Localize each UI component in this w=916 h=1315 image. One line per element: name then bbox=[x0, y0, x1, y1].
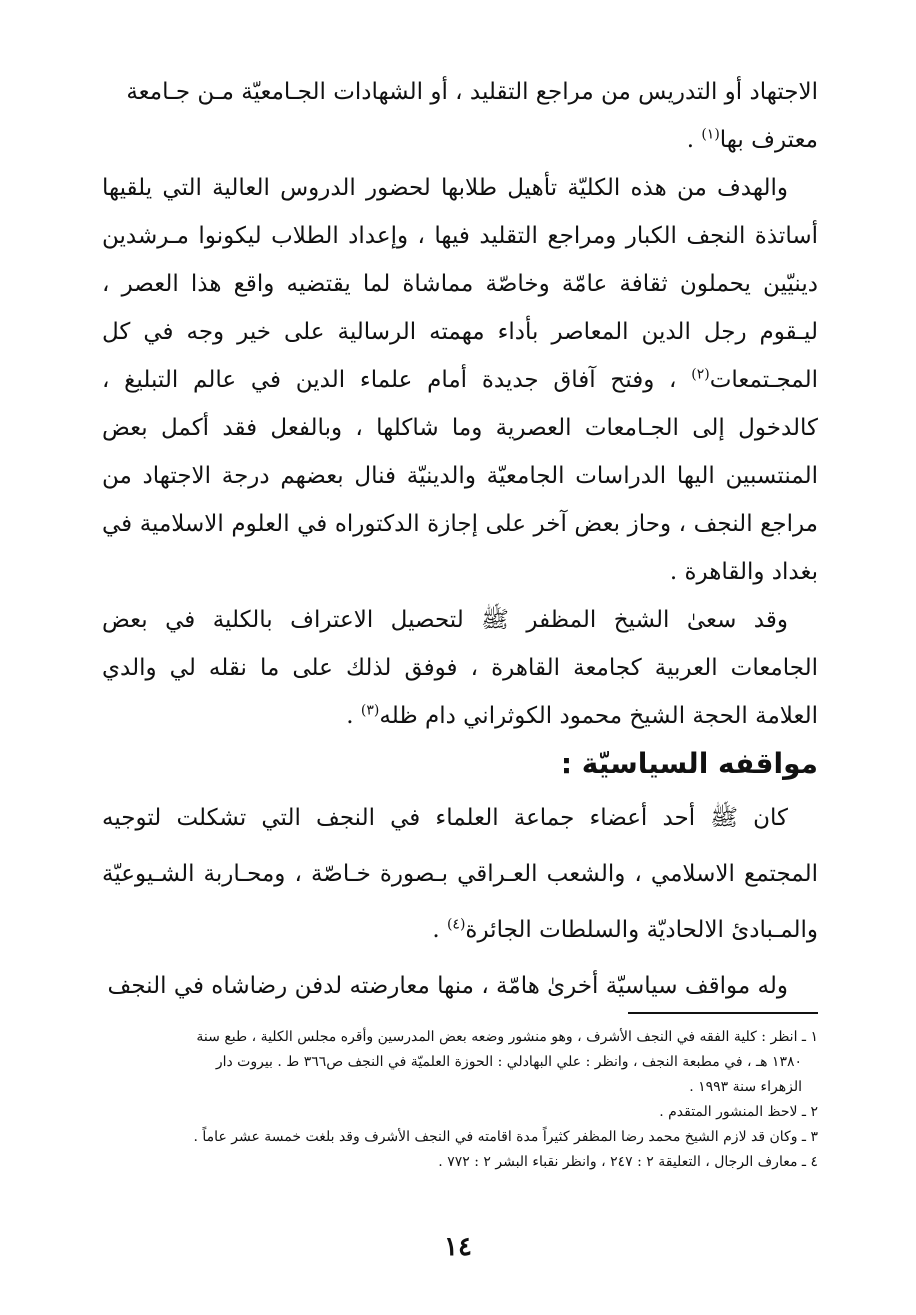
footnote-divider bbox=[628, 1012, 818, 1014]
footnote-4: ٤ ـ معارف الرجال ، التعليقة ٢ : ٢٤٧ ، وانظر نقباء البشر ٢ : ٧٧٢ . bbox=[438, 1154, 818, 1170]
paragraph-1 bbox=[102, 68, 818, 164]
paragraph-1-line-2: معترف بها bbox=[719, 127, 818, 153]
footnote-1-line-2: ١٣٨٠ هـ ، في مطبعة النجف ، وانظر : علي البهادلي : الحوزة العلميّة في النجف ص٣٦٦ ط . بيروت دار bbox=[215, 1054, 802, 1070]
footnote-ref-4: (٤) bbox=[446, 916, 466, 933]
page-number: ١٤ bbox=[444, 1232, 472, 1262]
section-paragraph-1-text: كان ﷺ أحد أعضاء جماعة العلماء في النجف التي تشكلت لتوجيه المجتمع الاسلامي ، والشعب العـراقي بـصورة خـاصّة ، ومحـاربة الشـيوعيّة والمـبادئ الالحاديّة والسلطات الجائرة bbox=[102, 805, 818, 943]
paragraph-1-end: . bbox=[686, 127, 702, 153]
footnote-ref-3: (٣) bbox=[360, 702, 380, 719]
main-text bbox=[102, 68, 818, 740]
footnotes bbox=[102, 1025, 818, 1175]
paragraph-2-text-b: ، وفتح آفاق جديدة أمام علماء الدين في عالم التبليغ ، كالدخول إلى الجـامعات العصرية وما شاكلها ، وبالفعل فقد أكمل بعض المنتسبين اليها الدراسات الجامعيّة والدينيّة فنال بعضهم درجة الاجتهاد من مراجع النجف ، وحاز بعض آخر على إجازة الدكتوراه في العلوم الاسلامية في بغداد والقاهرة . bbox=[102, 367, 818, 585]
footnote-1-line-1: ١ ـ انظر : كلية الفقه في النجف الأشرف ، وهو منشور وضعه بعض المدرسين وأقره مجلس الكلية ، طبع سنة bbox=[196, 1029, 818, 1045]
section-heading-text: مواقفه السياسيّة bbox=[581, 747, 818, 780]
footnote-1-line-3: الزهراء سنة ١٩٩٣ . bbox=[689, 1079, 802, 1095]
footnote-2: ٢ ـ لاحظ المنشور المتقدم . bbox=[659, 1104, 818, 1120]
paragraph-3-text: وقد سعىٰ الشيخ المظفر ﷺ لتحصيل الاعتراف بالكلية في بعض الجامعات العربية كجامعة القاهرة ، فوفق لذلك على ما نقله لي والدي العلامة الحجة الشيخ محمود الكوثراني دام ظله bbox=[102, 607, 818, 729]
section-heading-colon: : bbox=[560, 747, 582, 780]
section-text bbox=[102, 790, 818, 1014]
paragraph-2 bbox=[102, 164, 818, 596]
footnote-ref-1: (١) bbox=[701, 126, 720, 143]
paragraph-2-text-a: والهدف من هذه الكليّة تأهيل طلابها لحضور الدروس العالية التي يلقيها أساتذة النجف الكبار ومراجع التقليد فيها ، وإعداد الطلاب ليكونوا مـرشدين دينيّين يحملون ثقافة عامّة وخاصّة مماشاة لما يقتضيه واقع هذا العصر ، ليـقوم رجل الدين المعاصر بأداء مهمته الرسالية على خير وجه في كل المجـتمعات bbox=[102, 175, 818, 393]
paragraph-3 bbox=[102, 596, 818, 740]
section-paragraph-1 bbox=[102, 790, 818, 958]
section-paragraph-2: وله مواقف سياسيّة أخرىٰ هامّة ، منها معارضته لدفن رضاشاه في النجف bbox=[107, 973, 788, 999]
footnote-3: ٣ ـ وكان قد لازم الشيخ محمد رضا المظفر كثيراً مدة اقامته في النجف الأشرف وقد بلغت خمسة عشر عاماً . bbox=[193, 1129, 818, 1145]
section-heading bbox=[102, 740, 818, 788]
footnote-ref-2: (٢) bbox=[691, 366, 710, 383]
section-paragraph-1-end: . bbox=[432, 917, 447, 943]
paragraph-1-line-1: الاجتهاد أو التدريس من مراجع التقليد ، أو الشهادات الجـامعيّة مـن جـامعة bbox=[126, 79, 818, 105]
paragraph-3-end: . bbox=[346, 703, 361, 729]
